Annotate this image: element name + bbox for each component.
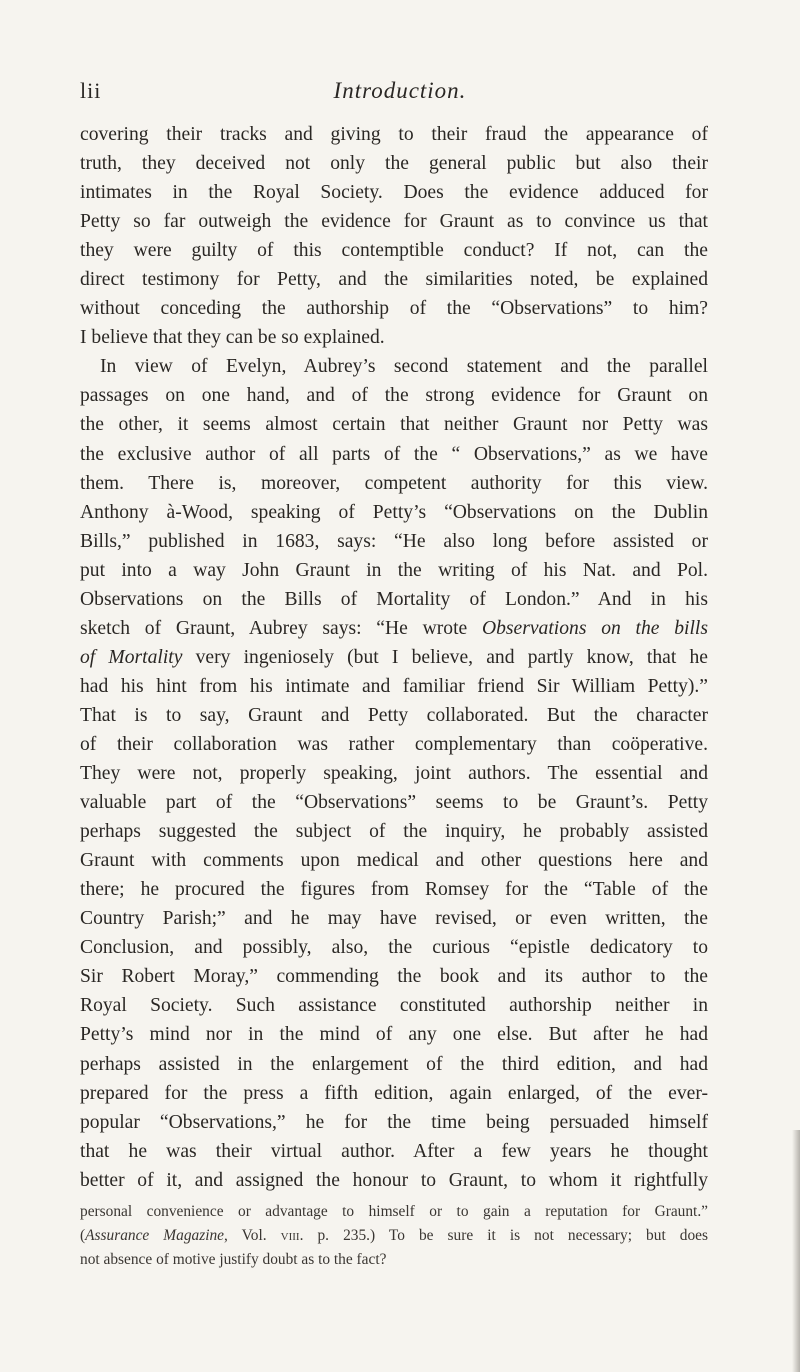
text-line: I believe that they can be so explained. (80, 327, 385, 349)
text-line: They were not, properly speaking, joint authors. The essential and (80, 763, 708, 785)
text-line: That is to say, Graunt and Petty collaborated. But the character (80, 704, 708, 726)
text-line: Petty’s mind nor in the mind of any one else. But after he had (80, 1024, 708, 1046)
text-line: Graunt with comments upon medical and other questions here and (80, 850, 708, 872)
text-line: direct testimony for Petty, and the similarities noted, be explained (80, 269, 708, 291)
footnote-line: personal convenience or advantage to himself or to gain a reputation for Graunt.” (80, 1203, 708, 1220)
text-line: Observations on the Bills of Mortality of London.” And in his (80, 588, 708, 610)
body-text (80, 120, 708, 1195)
text-line: In view of Evelyn, Aubrey’s second statement and the parallel (100, 356, 708, 378)
text-line: Bills,” published in 1683, says: “He also long before assisted or (80, 530, 708, 552)
page-number: lii (80, 78, 102, 103)
running-title: Introduction. (333, 78, 467, 103)
text-line: passages on one hand, and of the strong evidence for Graunt on (80, 385, 708, 407)
text-line-with-italic-title: of Mortality very ingeniosely (but I believe, and partly know, that he (80, 646, 708, 668)
text-line: prepared for the press a fifth edition, again enlarged, of the ever- (80, 1082, 708, 1104)
text-line: truth, they deceived not only the general public but also their (80, 153, 708, 175)
text-line: without conceding the authorship of the “Observations” to him? (80, 298, 708, 320)
text-line: intimates in the Royal Society. Does the evidence adduced for (80, 182, 708, 204)
text-line: Anthony à-Wood, speaking of Petty’s “Observations on the Dublin (80, 501, 708, 523)
footnote-line: (Assurance Magazine, Vol. viii. p. 235.) To be sure it is not necessary; but does (80, 1227, 708, 1244)
text-line: the other, it seems almost certain that neither Graunt nor Petty was (80, 414, 708, 436)
text-line: them. There is, moreover, competent authority for this view. (80, 472, 708, 494)
text-line: there; he procured the figures from Romsey for the “Table of the (80, 879, 708, 901)
text-line: had his hint from his intimate and familiar friend Sir William Petty).” (80, 675, 708, 697)
text-line: that he was their virtual author. After a few years he thought (80, 1140, 708, 1162)
text-line: popular “Observations,” he for the time being persuaded himself (80, 1111, 708, 1133)
footnote (80, 1200, 708, 1272)
text-line: covering their tracks and giving to their fraud the appearance of (80, 124, 708, 145)
text-line: of their collaboration was rather complementary than coöperative. (80, 733, 708, 755)
text-line: put into a way John Graunt in the writing of his Nat. and Pol. (80, 559, 708, 581)
text-line: the exclusive author of all parts of the “ Observations,” as we have (80, 443, 708, 465)
text-line: Sir Robert Moray,” commending the book and its author to the (80, 966, 708, 988)
text-line: perhaps suggested the subject of the inquiry, he probably assisted (80, 821, 708, 843)
text-line: valuable part of the “Observations” seems to be Graunt’s. Petty (80, 792, 708, 814)
text-line: perhaps assisted in the enlargement of the third edition, and had (80, 1053, 708, 1075)
text-line: better of it, and assigned the honour to Graunt, to whom it rightfully (80, 1169, 708, 1191)
text-line: they were guilty of this contemptible conduct? If not, can the (80, 240, 708, 262)
page-edge-shadow (792, 1130, 800, 1372)
text-line: Petty so far outweigh the evidence for Graunt as to convince us that (80, 211, 708, 233)
running-head (80, 78, 720, 108)
text-line-with-italic-title: sketch of Graunt, Aubrey says: “He wrote Observations on the bills (80, 617, 708, 639)
text-line: Royal Society. Such assistance constituted authorship neither in (80, 995, 708, 1017)
text-line: Conclusion, and possibly, also, the curious “epistle dedicatory to (80, 937, 708, 959)
text-line: Country Parish;” and he may have revised, or even written, the (80, 908, 708, 930)
footnote-line: not absence of motive justify doubt as to the fact? (80, 1251, 387, 1268)
